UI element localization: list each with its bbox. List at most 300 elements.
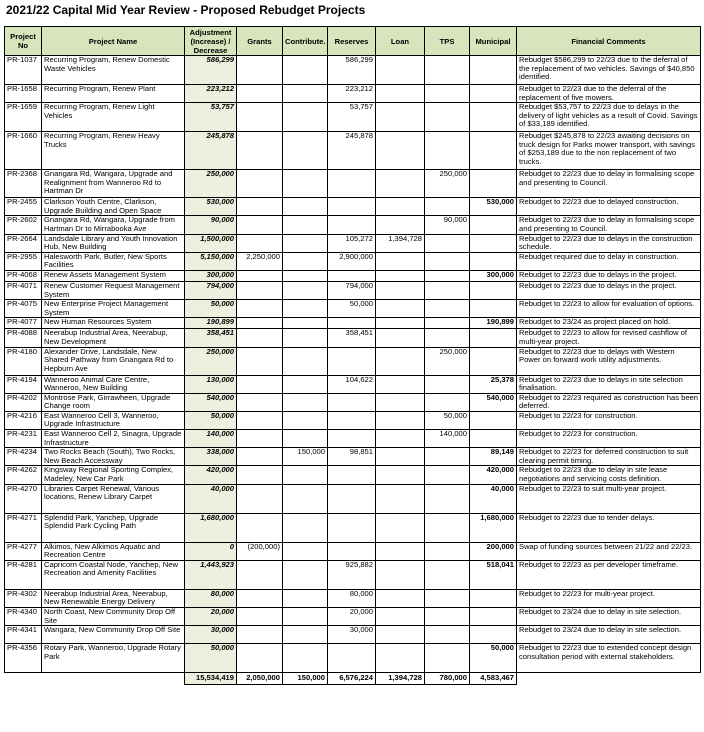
table-row <box>5 270 701 281</box>
project-name-cell: Rotary Park, Wanneroo, Upgrade Rotary Park <box>42 644 185 673</box>
comment-cell: Rebudget to 22/23 due to delay in formalising scope and presenting to Council. <box>517 170 701 198</box>
tps-cell <box>425 281 470 299</box>
loan-cell <box>376 56 425 85</box>
table-row <box>5 589 701 607</box>
reserves-cell: 358,451 <box>328 329 376 347</box>
col-contribute: Contribute. <box>283 27 328 56</box>
totals-spacer <box>42 673 185 685</box>
adjustment-cell: 140,000 <box>185 430 237 448</box>
comment-cell: Rebudget to 22/23 due to delays in the project. <box>517 281 701 299</box>
table-row <box>5 300 701 318</box>
loan-cell <box>376 270 425 281</box>
totals-spacer <box>517 673 701 685</box>
municipal-cell: 190,899 <box>470 318 517 329</box>
reserves-cell: 98,851 <box>328 448 376 466</box>
comment-cell: Rebudget to 22/23 for construction. <box>517 430 701 448</box>
project-name-cell: Recurring Program, Renew Heavy Trucks <box>42 132 185 170</box>
tps-cell <box>425 85 470 103</box>
tps-cell <box>425 234 470 252</box>
tps-cell <box>425 252 470 270</box>
loan-cell <box>376 542 425 560</box>
municipal-cell <box>470 329 517 347</box>
adjustment-cell: 190,899 <box>185 318 237 329</box>
tps-cell <box>425 56 470 85</box>
project-no-cell: PR-4068 <box>5 270 42 281</box>
reserves-cell <box>328 644 376 673</box>
grants-cell <box>237 216 283 234</box>
tps-cell: 250,000 <box>425 347 470 375</box>
table-row <box>5 375 701 393</box>
reserves-cell <box>328 170 376 198</box>
grants-cell <box>237 198 283 216</box>
loan-cell <box>376 466 425 484</box>
contribute-cell <box>283 252 328 270</box>
loan-cell <box>376 347 425 375</box>
col-project-no: Project No <box>5 27 42 56</box>
municipal-cell <box>470 281 517 299</box>
tps-cell <box>425 542 470 560</box>
municipal-cell: 40,000 <box>470 484 517 513</box>
comment-cell: Rebudget to 22/23 due to delayed construction. <box>517 198 701 216</box>
project-no-cell: PR-4216 <box>5 411 42 429</box>
loan-cell <box>376 198 425 216</box>
reserves-cell <box>328 513 376 542</box>
project-name-cell: Kingsway Regional Sporting Complex, Madeley, New Car Park <box>42 466 185 484</box>
table-row <box>5 411 701 429</box>
adjustment-cell: 50,000 <box>185 300 237 318</box>
comment-cell: Rebudget to 22/23 due to the deferral of the replacement of five mowers. <box>517 85 701 103</box>
municipal-cell <box>470 300 517 318</box>
project-name-cell: Recurring Program, Renew Plant <box>42 85 185 103</box>
tps-cell <box>425 513 470 542</box>
project-name-cell: Neerabup Industrial Area, Neerabup, New Development <box>42 329 185 347</box>
project-no-cell: PR-4271 <box>5 513 42 542</box>
grants-cell <box>237 484 283 513</box>
municipal-cell <box>470 608 517 626</box>
table-row <box>5 281 701 299</box>
reserves-cell: 223,212 <box>328 85 376 103</box>
table-row <box>5 560 701 589</box>
tps-cell <box>425 318 470 329</box>
col-grants: Grants <box>237 27 283 56</box>
table-row <box>5 216 701 234</box>
project-no-cell: PR-4341 <box>5 626 42 644</box>
contribute-cell <box>283 281 328 299</box>
contribute-cell <box>283 234 328 252</box>
contribute-cell <box>283 347 328 375</box>
comment-cell: Rebudget to 22/23 to allow for evaluation of options. <box>517 300 701 318</box>
tps-cell <box>425 375 470 393</box>
grants-cell <box>237 85 283 103</box>
reserves-cell <box>328 430 376 448</box>
reserves-cell <box>328 198 376 216</box>
adjustment-cell: 223,212 <box>185 85 237 103</box>
project-no-cell: PR-4277 <box>5 542 42 560</box>
grants-cell <box>237 347 283 375</box>
municipal-cell <box>470 252 517 270</box>
loan-cell <box>376 513 425 542</box>
contribute-cell <box>283 318 328 329</box>
grants-cell <box>237 430 283 448</box>
adjustment-cell: 5,150,000 <box>185 252 237 270</box>
table-row <box>5 626 701 644</box>
municipal-cell <box>470 626 517 644</box>
municipal-cell <box>470 411 517 429</box>
total-tps: 780,000 <box>425 673 470 685</box>
municipal-cell <box>470 216 517 234</box>
comment-cell: Swap of funding sources between 21/22 and 22/23. <box>517 542 701 560</box>
table-row <box>5 430 701 448</box>
adjustment-cell: 540,000 <box>185 393 237 411</box>
table-row <box>5 608 701 626</box>
project-no-cell: PR-1037 <box>5 56 42 85</box>
project-name-cell: Alexander Drive, Landsdale, New Shared Pathway from Gnangara Rd to Hepburn Ave <box>42 347 185 375</box>
contribute-cell <box>283 542 328 560</box>
tps-cell <box>425 103 470 132</box>
adjustment-cell: 40,000 <box>185 484 237 513</box>
contribute-cell <box>283 375 328 393</box>
project-name-cell: Splendid Park, Yanchep, Upgrade Splendid Park Cycling Path <box>42 513 185 542</box>
grants-cell <box>237 300 283 318</box>
adjustment-cell: 90,000 <box>185 216 237 234</box>
project-name-cell: New Human Resources System <box>42 318 185 329</box>
municipal-cell: 200,000 <box>470 542 517 560</box>
adjustment-cell: 338,000 <box>185 448 237 466</box>
project-no-cell: PR-4262 <box>5 466 42 484</box>
reserves-cell <box>328 216 376 234</box>
grants-cell <box>237 626 283 644</box>
contribute-cell <box>283 466 328 484</box>
grants-cell <box>237 466 283 484</box>
project-no-cell: PR-4270 <box>5 484 42 513</box>
grants-cell <box>237 375 283 393</box>
comment-cell: Rebudget to 22/23 due to tender delays. <box>517 513 701 542</box>
tps-cell <box>425 270 470 281</box>
adjustment-cell: 30,000 <box>185 626 237 644</box>
col-adjustment: Adjustment (Increase) / Decrease <box>185 27 237 56</box>
municipal-cell <box>470 132 517 170</box>
reserves-cell <box>328 411 376 429</box>
contribute-cell: 150,000 <box>283 448 328 466</box>
adjustment-cell: 50,000 <box>185 644 237 673</box>
loan-cell <box>376 252 425 270</box>
grants-cell <box>237 281 283 299</box>
municipal-cell: 89,149 <box>470 448 517 466</box>
project-name-cell: Two Rocks Beach (South), Two Rocks, New Beach Accessway <box>42 448 185 466</box>
contribute-cell <box>283 484 328 513</box>
total-reserves: 6,576,224 <box>328 673 376 685</box>
project-no-cell: PR-4356 <box>5 644 42 673</box>
grants-cell: (200,000) <box>237 542 283 560</box>
loan-cell <box>376 608 425 626</box>
comment-cell: Rebudget to 23/24 as project placed on hold. <box>517 318 701 329</box>
grants-cell <box>237 411 283 429</box>
adjustment-cell: 250,000 <box>185 347 237 375</box>
loan-cell: 1,394,728 <box>376 234 425 252</box>
tps-cell: 140,000 <box>425 430 470 448</box>
total-grants: 2,050,000 <box>237 673 283 685</box>
comment-cell: Rebudget to 22/23 required as construction has been deferred. <box>517 393 701 411</box>
loan-cell <box>376 216 425 234</box>
grants-cell <box>237 234 283 252</box>
reserves-cell: 30,000 <box>328 626 376 644</box>
tps-cell <box>425 466 470 484</box>
adjustment-cell: 794,000 <box>185 281 237 299</box>
loan-cell <box>376 393 425 411</box>
reserves-cell: 925,882 <box>328 560 376 589</box>
project-no-cell: PR-2455 <box>5 198 42 216</box>
loan-cell <box>376 644 425 673</box>
contribute-cell <box>283 56 328 85</box>
reserves-cell: 20,000 <box>328 608 376 626</box>
loan-cell <box>376 132 425 170</box>
comment-cell: Rebudget to 22/23 to allow for revised cashflow of multi-year project. <box>517 329 701 347</box>
grants-cell <box>237 513 283 542</box>
project-name-cell: Renew Assets Management System <box>42 270 185 281</box>
project-name-cell: Renew Customer Request Management System <box>42 281 185 299</box>
contribute-cell <box>283 513 328 542</box>
grants-cell <box>237 560 283 589</box>
adjustment-cell: 80,000 <box>185 589 237 607</box>
reserves-cell: 245,878 <box>328 132 376 170</box>
grants-cell <box>237 644 283 673</box>
contribute-cell <box>283 589 328 607</box>
col-comments: Financial Comments <box>517 27 701 56</box>
loan-cell <box>376 411 425 429</box>
tps-cell <box>425 329 470 347</box>
grants-cell <box>237 56 283 85</box>
loan-cell <box>376 329 425 347</box>
col-municipal: Municipal <box>470 27 517 56</box>
contribute-cell <box>283 644 328 673</box>
project-name-cell: New Enterprise Project Management System <box>42 300 185 318</box>
project-no-cell: PR-4302 <box>5 589 42 607</box>
project-no-cell: PR-1658 <box>5 85 42 103</box>
project-name-cell: East Wanneroo Cell 2, Sinagra, Upgrade Infrastructure <box>42 430 185 448</box>
project-no-cell: PR-4071 <box>5 281 42 299</box>
adjustment-cell: 53,757 <box>185 103 237 132</box>
grants-cell <box>237 132 283 170</box>
project-no-cell: PR-4077 <box>5 318 42 329</box>
adjustment-cell: 130,000 <box>185 375 237 393</box>
reserves-cell <box>328 270 376 281</box>
municipal-cell: 540,000 <box>470 393 517 411</box>
reserves-cell <box>328 542 376 560</box>
grants-cell <box>237 448 283 466</box>
reserves-cell <box>328 466 376 484</box>
comment-cell: Rebudget to 22/23 for multi-year project. <box>517 589 701 607</box>
project-no-cell: PR-4180 <box>5 347 42 375</box>
table-row <box>5 347 701 375</box>
loan-cell <box>376 170 425 198</box>
reserves-cell: 586,299 <box>328 56 376 85</box>
contribute-cell <box>283 560 328 589</box>
page-title: 2021/22 Capital Mid Year Review - Proposed Rebudget Projects <box>6 3 366 17</box>
contribute-cell <box>283 626 328 644</box>
adjustment-cell: 300,000 <box>185 270 237 281</box>
project-no-cell: PR-4281 <box>5 560 42 589</box>
municipal-cell <box>470 234 517 252</box>
project-name-cell: Clarkson Youth Centre, Clarkson, Upgrade Building and Open Space <box>42 198 185 216</box>
tps-cell <box>425 132 470 170</box>
adjustment-cell: 0 <box>185 542 237 560</box>
comment-cell: Rebudget to 22/23 due to delays in site selection finalisation. <box>517 375 701 393</box>
loan-cell <box>376 589 425 607</box>
municipal-cell <box>470 589 517 607</box>
project-name-cell: Libraries Carpet Renewal, Various locations, Renew Library Carpet <box>42 484 185 513</box>
tps-cell <box>425 198 470 216</box>
table-row <box>5 132 701 170</box>
table-row <box>5 393 701 411</box>
grants-cell <box>237 103 283 132</box>
table-row <box>5 448 701 466</box>
tps-cell <box>425 626 470 644</box>
project-name-cell: Recurring Program, Renew Light Vehicles <box>42 103 185 132</box>
tps-cell <box>425 448 470 466</box>
table-row <box>5 644 701 673</box>
reserves-cell <box>328 484 376 513</box>
contribute-cell <box>283 85 328 103</box>
municipal-cell <box>470 103 517 132</box>
project-name-cell: North Coast, New Community Drop Off Site <box>42 608 185 626</box>
municipal-cell <box>470 56 517 85</box>
comment-cell: Rebudget $53,757 to 22/23 due to delays in the delivery of light vehicles as a result of Covid. Savings of $33,189 identified. <box>517 103 701 132</box>
contribute-cell <box>283 430 328 448</box>
comment-cell: Rebudget to 22/23 due to delays with Western Power on forward work utility adjustments. <box>517 347 701 375</box>
table-row <box>5 56 701 85</box>
adjustment-cell: 50,000 <box>185 411 237 429</box>
contribute-cell <box>283 103 328 132</box>
total-contribute: 150,000 <box>283 673 328 685</box>
project-no-cell: PR-2602 <box>5 216 42 234</box>
table-row <box>5 234 701 252</box>
municipal-cell <box>470 430 517 448</box>
adjustment-cell: 586,299 <box>185 56 237 85</box>
project-no-cell: PR-4194 <box>5 375 42 393</box>
reserves-cell <box>328 318 376 329</box>
table-row <box>5 484 701 513</box>
loan-cell <box>376 448 425 466</box>
tps-cell: 90,000 <box>425 216 470 234</box>
contribute-cell <box>283 608 328 626</box>
municipal-cell <box>470 85 517 103</box>
totals-spacer <box>5 673 42 685</box>
project-name-cell: Wanneroo Animal Care Centre, Wanneroo, New Building <box>42 375 185 393</box>
grants-cell <box>237 329 283 347</box>
project-name-cell: Halesworth Park, Butler, New Sports Facilities <box>42 252 185 270</box>
project-no-cell: PR-4075 <box>5 300 42 318</box>
contribute-cell <box>283 198 328 216</box>
project-name-cell: Gnangara Rd, Wangara, Upgrade and Realignment from Wanneroo Rd to Hartman Dr <box>42 170 185 198</box>
col-loan: Loan <box>376 27 425 56</box>
contribute-cell <box>283 329 328 347</box>
loan-cell <box>376 85 425 103</box>
loan-cell <box>376 103 425 132</box>
project-no-cell: PR-2955 <box>5 252 42 270</box>
tps-cell <box>425 644 470 673</box>
adjustment-cell: 420,000 <box>185 466 237 484</box>
municipal-cell <box>470 347 517 375</box>
table-row <box>5 466 701 484</box>
loan-cell <box>376 300 425 318</box>
comment-cell: Rebudget to 23/24 due to delay in site selection. <box>517 608 701 626</box>
project-no-cell: PR-4340 <box>5 608 42 626</box>
municipal-cell: 530,000 <box>470 198 517 216</box>
project-name-cell: Montrose Park, Girrawheen, Upgrade Change room <box>42 393 185 411</box>
project-name-cell: Wangara, New Community Drop Off Site <box>42 626 185 644</box>
adjustment-cell: 245,878 <box>185 132 237 170</box>
adjustment-cell: 358,451 <box>185 329 237 347</box>
project-no-cell: PR-4088 <box>5 329 42 347</box>
total-loan: 1,394,728 <box>376 673 425 685</box>
project-name-cell: Alkimos, New Alkimos Aquatic and Recreation Centre <box>42 542 185 560</box>
reserves-cell: 53,757 <box>328 103 376 132</box>
project-no-cell: PR-4231 <box>5 430 42 448</box>
loan-cell <box>376 560 425 589</box>
comment-cell: Rebudget $586,299 to 22/23 due to the deferral of the replacement of two vehicles. Savings of $40,850 identified. <box>517 56 701 85</box>
reserves-cell: 80,000 <box>328 589 376 607</box>
tps-cell <box>425 484 470 513</box>
adjustment-cell: 20,000 <box>185 608 237 626</box>
tps-cell <box>425 608 470 626</box>
comment-cell: Rebudget to 22/23 due to extended concept design consultation period with external stakeholders. <box>517 644 701 673</box>
reserves-cell: 794,000 <box>328 281 376 299</box>
table-row <box>5 318 701 329</box>
contribute-cell <box>283 300 328 318</box>
reserves-cell: 105,272 <box>328 234 376 252</box>
adjustment-cell: 1,443,923 <box>185 560 237 589</box>
loan-cell <box>376 281 425 299</box>
project-name-cell: Gnangara Rd, Wangara, Upgrade from Hartman Dr to Mirrabooka Ave <box>42 216 185 234</box>
rebudget-table <box>4 26 701 685</box>
grants-cell <box>237 318 283 329</box>
contribute-cell <box>283 216 328 234</box>
grants-cell <box>237 270 283 281</box>
project-name-cell: Neerabup Industrial Area, Neerabup, New Renewable Energy Delivery <box>42 589 185 607</box>
loan-cell <box>376 318 425 329</box>
loan-cell <box>376 430 425 448</box>
grants-cell <box>237 170 283 198</box>
contribute-cell <box>283 411 328 429</box>
municipal-cell: 300,000 <box>470 270 517 281</box>
contribute-cell <box>283 170 328 198</box>
totals-row <box>5 673 701 685</box>
project-no-cell: PR-1660 <box>5 132 42 170</box>
table-row <box>5 542 701 560</box>
loan-cell <box>376 626 425 644</box>
contribute-cell <box>283 270 328 281</box>
col-tps: TPS <box>425 27 470 56</box>
project-no-cell: PR-4202 <box>5 393 42 411</box>
project-name-cell: Recurring Program, Renew Domestic Waste Vehicles <box>42 56 185 85</box>
adjustment-cell: 250,000 <box>185 170 237 198</box>
comment-cell: Rebudget to 22/23 for deferred construction to suit clearing permit timing. <box>517 448 701 466</box>
tps-cell <box>425 393 470 411</box>
reserves-cell: 50,000 <box>328 300 376 318</box>
grants-cell <box>237 589 283 607</box>
total-municipal: 4,583,467 <box>470 673 517 685</box>
comment-cell: Rebudget to 23/24 due to delay in site selection. <box>517 626 701 644</box>
loan-cell <box>376 375 425 393</box>
reserves-cell: 2,900,000 <box>328 252 376 270</box>
comment-cell: Rebudget $245,878 to 22/23 awaiting decisions on truck design for Parks mower transport, with savings of $253,189 due to the non replacement of two trucks. <box>517 132 701 170</box>
table-row <box>5 329 701 347</box>
project-name-cell: Capricorn Coastal Node, Yanchep, New Recreation and Amenity Facilities <box>42 560 185 589</box>
municipal-cell: 1,680,000 <box>470 513 517 542</box>
table-row <box>5 513 701 542</box>
tps-cell: 250,000 <box>425 170 470 198</box>
project-no-cell: PR-2664 <box>5 234 42 252</box>
